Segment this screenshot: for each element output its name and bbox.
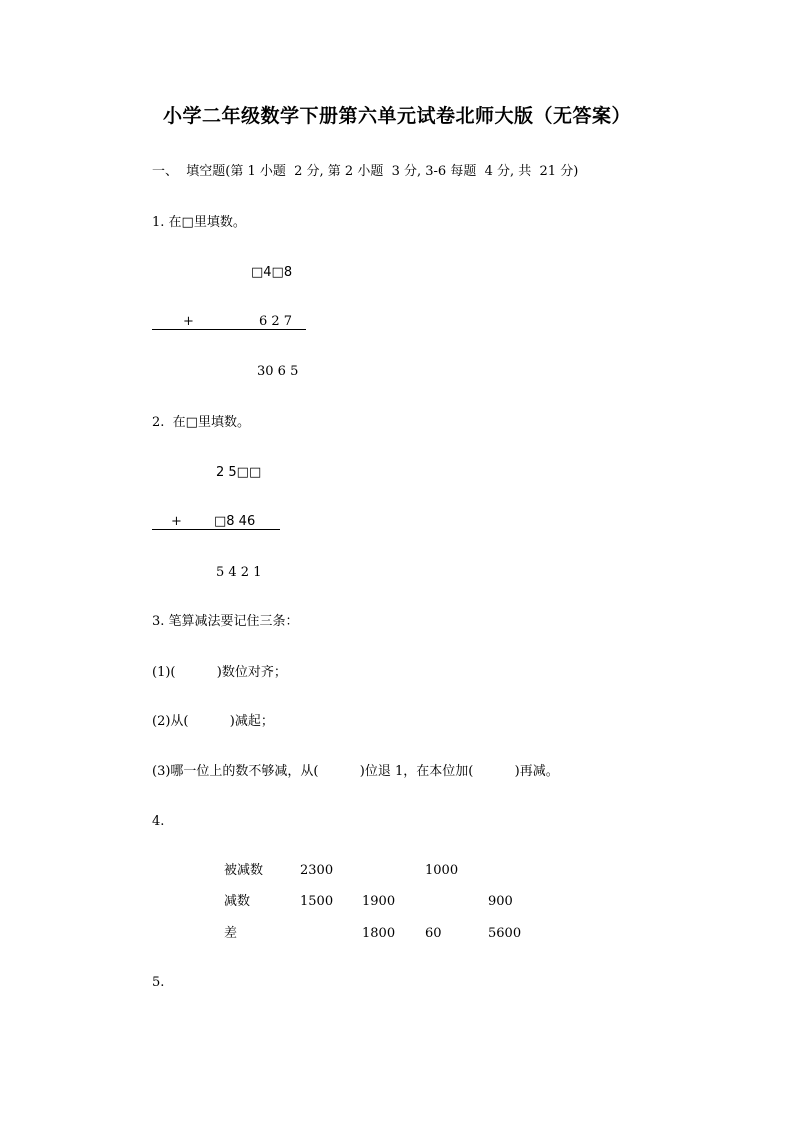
question-2-result: 5 4 2 1: [216, 565, 262, 580]
table-cell: 900: [488, 894, 513, 909]
table-row-label: 减数: [224, 894, 251, 909]
question-3-rule-1: (1)( )数位对齐；: [152, 665, 287, 680]
table-cell: 1900: [362, 894, 396, 909]
table-cell: 5600: [488, 926, 522, 941]
question-2-top-addend: 2 5□□: [216, 465, 262, 480]
question-4-number: 4.: [152, 814, 165, 829]
question-2-second-addend: □8 46: [214, 514, 256, 529]
question-3-prompt: 3. 笔算减法要记住三条：: [152, 614, 299, 629]
question-1-second-addend: 6 2 7: [259, 314, 293, 329]
table-cell: 1500: [300, 894, 334, 909]
question-1-result: 30 6 5: [257, 364, 299, 379]
question-3-rule-3: (3)哪一位上的数不够减，从( )位退 1，在本位加( )再减。: [152, 764, 559, 779]
table-row-label: 差: [224, 926, 238, 941]
table-cell: 2300: [300, 863, 334, 878]
table-cell: 60: [425, 926, 442, 941]
question-1-sum-line: [152, 329, 306, 330]
question-1-top-addend: □4□8: [251, 265, 293, 280]
table-row-label: 被减数: [224, 863, 264, 878]
question-5-number: 5.: [152, 975, 165, 990]
question-3-rule-2: (2)从( )减起；: [152, 714, 274, 729]
question-2-sum-line: [152, 529, 280, 530]
section-1-heading: 一、 填空题(第 1 小题 2 分, 第 2 小题 3 分, 3-6 每题 4 分, 共 21 分): [152, 164, 579, 179]
question-1-prompt: 1. 在□里填数。: [152, 215, 246, 230]
table-cell: 1000: [425, 863, 459, 878]
table-cell: 1800: [362, 926, 396, 941]
question-1-plus-sign: +: [183, 314, 194, 329]
document-title: 小学二年级数学下册第六单元试卷北师大版（无答案）: [162, 105, 631, 127]
question-2-plus-sign: +: [171, 514, 182, 529]
question-2-prompt: 2. 在□里填数。: [152, 415, 250, 430]
